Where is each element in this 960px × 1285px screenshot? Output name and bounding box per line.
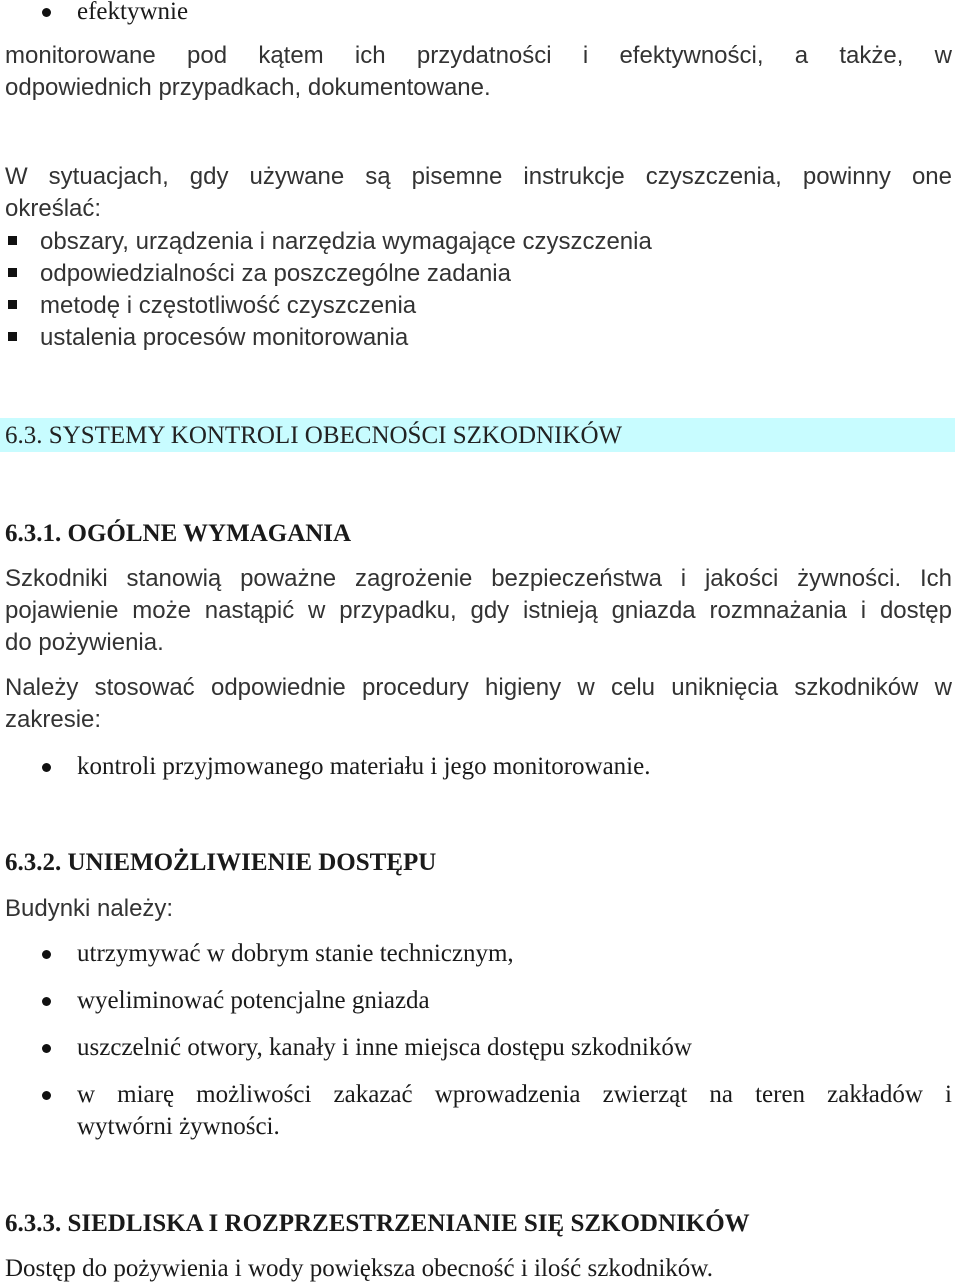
list-item-text: kontroli przyjmowanego materiału i jego monitorowanie. [77, 753, 651, 780]
list-item [5, 938, 952, 985]
list-item-text: obszary, urządzenia i narzędzia wymagające czyszczenia [40, 228, 652, 255]
list-item-text: odpowiedzialności za poszczególne zadania [40, 260, 511, 287]
paragraph-hygiene-procedures [5, 672, 952, 736]
section-banner [0, 418, 955, 452]
list-item [5, 290, 952, 322]
list-item [5, 1079, 952, 1143]
top-bullet-text: efektywnie [77, 0, 189, 25]
list-item [5, 0, 952, 28]
list-item [5, 226, 952, 258]
list-item-text: wyeliminować potencjalne gniazda [77, 987, 430, 1014]
list-item-text: ustalenia procesów monitorowania [40, 324, 409, 351]
paragraph-habitats [5, 1253, 952, 1285]
list-item-text: wytwórni żywności. [77, 1113, 280, 1140]
paragraph-line: Budynki należy: [5, 895, 174, 922]
paragraph-line: odpowiednich przypadkach, dokumentowane. [5, 74, 491, 101]
paragraph-line: Dostęp do pożywienia i wody powiększa obecność i ilość szkodników. [5, 1255, 713, 1282]
paragraph-pests-threat [5, 563, 952, 659]
hygiene-scope-list [5, 751, 952, 783]
top-bullet-list [5, 0, 952, 28]
section-heading-6-3-3: 6.3.3. SIEDLISKA I ROZPRZESTRZENIANIE SIĘ SZKODNIKÓW [5, 1210, 750, 1237]
list-item [5, 985, 952, 1032]
paragraph-buildings-intro [5, 893, 952, 925]
paragraph-line: Szkodniki stanowią poważne zagrożenie bezpieczeństwa i jakości żywności. Ich [5, 565, 952, 592]
list-item [5, 1032, 952, 1079]
paragraph-line: zakresie: [5, 706, 102, 733]
paragraph-line: W sytuacjach, gdy używane są pisemne instrukcje czyszczenia, powinny one [5, 163, 952, 190]
paragraph-line: do pożywienia. [5, 629, 164, 656]
list-item [5, 322, 952, 354]
paragraph-monitoring [5, 40, 952, 104]
paragraph-instructions [5, 161, 952, 225]
paragraph-line: określać: [5, 195, 102, 222]
section-heading-6-3-2: 6.3.2. UNIEMOŻLIWIENIE DOSTĘPU [5, 849, 437, 876]
section-heading-6-3-1: 6.3.1. OGÓLNE WYMAGANIA [5, 520, 352, 547]
list-item [5, 751, 952, 783]
list-item-text: metodę i częstotliwość czyszczenia [40, 292, 417, 319]
building-measures-list [5, 938, 952, 1143]
list-item-text: uszczelnić otwory, kanały i inne miejsca dostępu szkodników [77, 1034, 692, 1061]
section-heading-6-3: 6.3. SYSTEMY KONTROLI OBECNOŚCI SZKODNIKÓW [5, 422, 623, 449]
paragraph-line: Należy stosować odpowiednie procedury higieny w celu uniknięcia szkodników w [5, 674, 952, 701]
list-item-text: utrzymywać w dobrym stanie technicznym, [77, 940, 514, 967]
paragraph-line: monitorowane pod kątem ich przydatności i efektywności, a także, w [5, 42, 952, 69]
list-item-text: w miarę możliwości zakazać wprowadzenia zwierząt na teren zakładów i [77, 1081, 952, 1108]
list-item [5, 258, 952, 290]
cleaning-scope-list [5, 226, 952, 354]
paragraph-line: pojawienie może nastąpić w przypadku, gdy istnieją gniazda rozmnażania i dostęp [5, 597, 952, 624]
